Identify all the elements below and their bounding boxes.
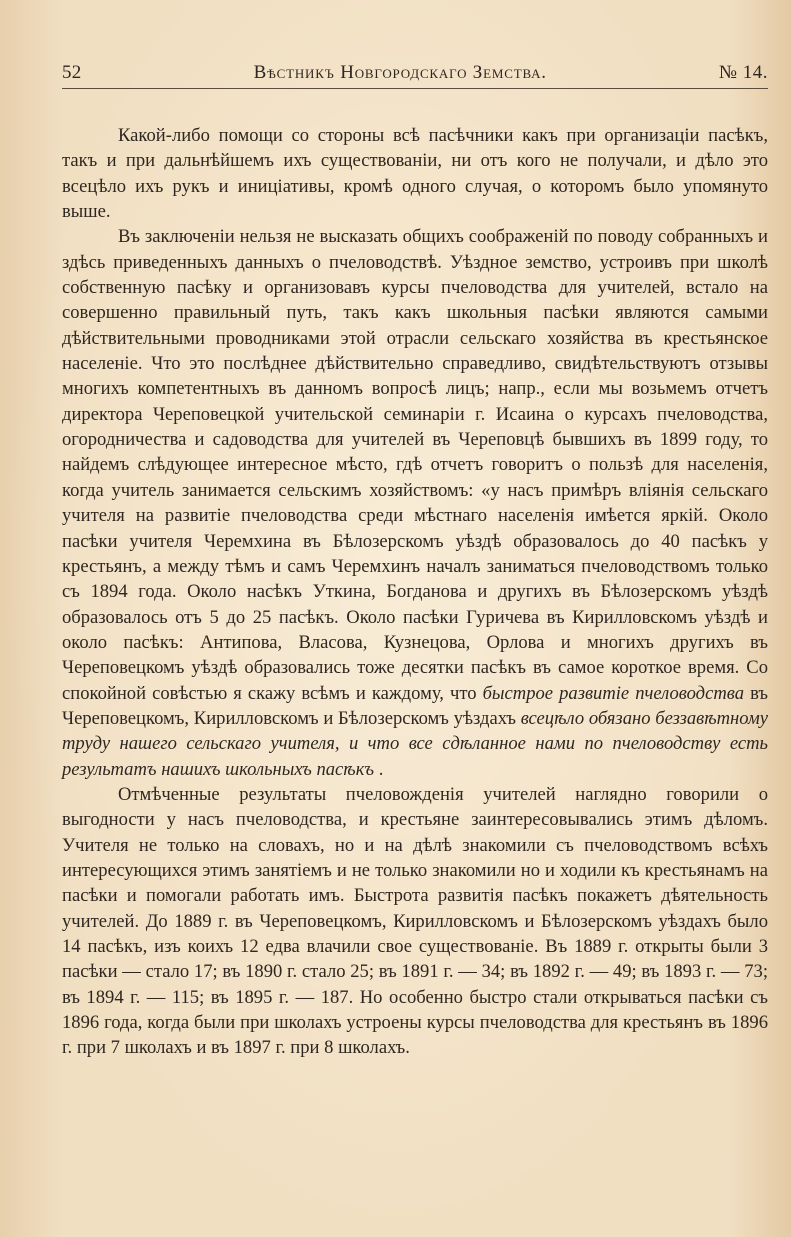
paragraph-1: Какой-либо помощи со стороны всѣ пасѣчники какъ при организаціи пасѣкъ, такъ и при дальнѣйшемъ ихъ существованіи, ни отъ кого не получали, и дѣло это всецѣло ихъ рукъ и иниціативы, кромѣ одного случая, о которомъ было упомянуто выше. xyxy=(62,125,768,223)
running-header xyxy=(62,62,768,89)
issue-number: № 14. xyxy=(718,62,768,83)
paragraph-3: Отмѣченные результаты пчеловожденія учителей наглядно говорили о выгодности у насъ пчеловодства, и крестьяне заинтересовывались этимъ дѣломъ. Учителя не только на словахъ, но и на дѣлѣ знакомили съ пчеловодствомъ всѣхъ интересующихся этимъ занятіемъ и не только знакомили но и ходили къ крестьянамъ на пасѣки и помогали работать имъ. Быстрота развитія пасѣкъ покажетъ дѣятельность учителей. До 1889 г. въ Череповецкомъ, Кирилловскомъ и Бѣлозерскомъ уѣздахъ было 14 пасѣкъ, изъ коихъ 12 едва влачили свое существованіе. Въ 1889 г. открыты были 3 пасѣки — стало 17; въ 1890 г. стало 25; въ 1891 г. — 34; въ 1892 г. — 49; въ 1893 г. — 73; въ 1894 г. — 115; въ 1895 г. — 187. Но особенно быстро стали открываться пасѣки съ 1896 года, когда были при школахъ устроены курсы пчеловодства для крестьянъ въ 1896 г. при 7 школахъ и въ 1897 г. при 8 школахъ. xyxy=(62,783,768,1059)
paragraph-2 xyxy=(62,224,768,782)
paragraph-2-text-mid: въ Череповецкомъ, Кирилловскомъ и Бѣлозерскомъ уѣздахъ xyxy=(62,682,769,729)
paragraph-2-text: Въ заключеніи нельзя не высказать общихъ соображеній по поводу собранныхъ и здѣсь приведенныхъ данныхъ о пчеловодствѣ. Уѣздное земство, устроивъ при школѣ собственную пасѣку и организовавъ курсы пчеловодства для учителей, встало на совершенно правильный путь, такъ какъ школьныя пасѣки являются самыми дѣйствительными проводниками этой отрасли сельскаго хозяйства въ крестьянское населеніе. Что это послѣднее дѣйствительно справедливо, свидѣтельствуютъ отзывы многихъ компетентныхъ въ данномъ вопросѣ лицъ; напр., если мы возьмемъ отчетъ директора Череповецкой учительской семинаріи г. Исаина о курсахъ пчеловодства, огородничества и садоводства для учителей въ Череповцѣ бывшихъ въ 1899 году, то найдемъ слѣдующее интересное мѣсто, гдѣ отчетъ говоритъ о пользѣ для населенія, когда учитель занимается сельскимъ хозяйствомъ: «у насъ примѣръ вліянія сельскаго учителя на развитіе пчеловодства среди мѣстнаго населенія имѣется яркій. Около пасѣки учителя Черемхина въ Бѣлозерскомъ уѣздѣ образовалось до 40 пасѣкъ у крестьянъ, а между тѣмъ и самъ Черемхинъ началъ заниматься пчеловодствомъ только съ 1894 года. Около насѣкъ Уткина, Богданова и другихъ въ Бѣлозерскомъ уѣздѣ образовалось отъ 5 до 25 пасѣкъ. Около пасѣки Гуричева въ Кирилловскомъ уѣздѣ и около пасѣкъ: Антипова, Власова, Кузнецова, Орлова и многихъ другихъ въ Череповецкомъ уѣздѣ образовались тоже десятки пасѣкъ въ самое короткое время. Со спокойной совѣстью я скажу всѣмъ и каждому, что xyxy=(62,226,768,704)
paragraph-2-emphasis-1: быстрое развитіе пчеловодства xyxy=(482,682,745,704)
article-body xyxy=(62,123,768,1061)
paragraph-2-end: . xyxy=(378,758,384,780)
page-number: 52 xyxy=(62,62,82,83)
paragraph-2-emphasis-2: всецѣло обязано беззавѣтному труду нашего сельскаго учителя, и что все сдѣланное нами по пчеловодству есть результатъ нашихъ школьныхъ пасѣкъ xyxy=(62,707,768,780)
journal-title: Вѣстникъ Новгородскаго Земства. xyxy=(253,62,547,83)
page xyxy=(62,62,768,1061)
